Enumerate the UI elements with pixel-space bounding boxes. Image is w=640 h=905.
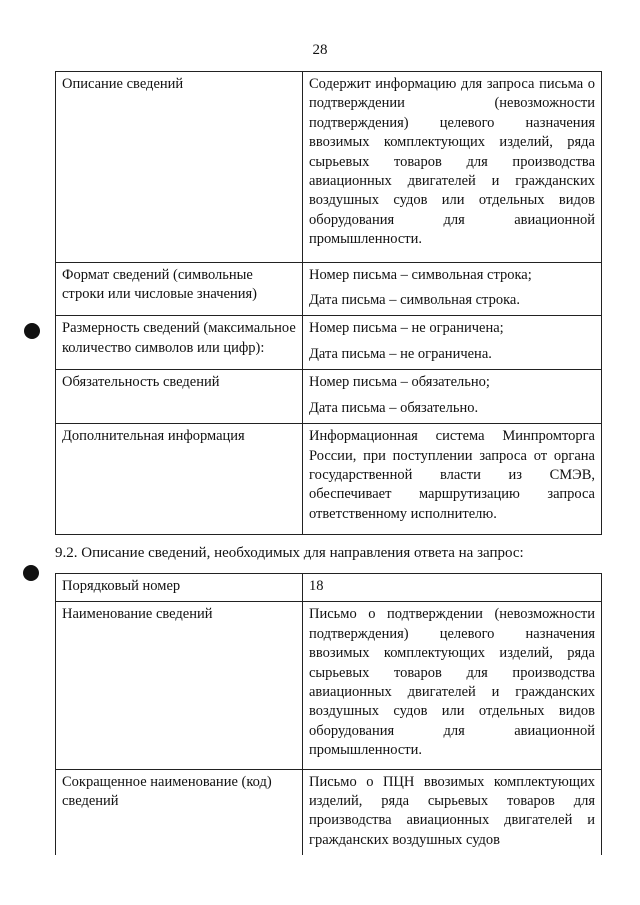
page-number: 28 (312, 42, 328, 58)
punch-hole-mark (24, 323, 40, 339)
row-label: Обязательность сведений (56, 370, 303, 424)
response-description-table (55, 573, 602, 855)
row-label: Дополнительная информация (56, 424, 303, 535)
table-row (56, 574, 602, 602)
row-label: Описание сведений (56, 72, 303, 263)
row-value: Номер письма – обязательно; Дата письма – обязательно. (303, 370, 602, 424)
row-value: Содержит информацию для запроса письма о подтверждении (невозможности подтверждения) целевого назначения ввозимых комплектующих изделий, ряда сырьевых товаров для производства авиационных двигателей и гражданских воздушных судов или отдельных видов оборудования для авиационной промышленности. (303, 72, 602, 263)
punch-hole-mark (23, 565, 39, 581)
row-label: Сокращенное наименование (код) сведений (56, 769, 303, 855)
row-value: Информационная система Минпромторга России, при поступлении запроса от органа государственной власти из СМЭВ, обеспечивает маршрутизацию запроса ответственному исполнителю. (303, 424, 602, 535)
row-label: Формат сведений (символьные строки или числовые значения) (56, 262, 303, 316)
row-value: Номер письма – символьная строка; Дата письма – символьная строка. (303, 262, 602, 316)
table-row (56, 769, 602, 855)
table-row (56, 424, 602, 535)
table-row (56, 316, 602, 370)
table-row (56, 370, 602, 424)
table-row (56, 602, 602, 769)
table-row (56, 262, 602, 316)
section-heading: 9.2. Описание сведений, необходимых для направления ответа на запрос: (55, 545, 524, 561)
row-label: Наименование сведений (56, 602, 303, 769)
row-value: Письмо о ПЦН ввозимых комплектующих изделий, ряда сырьевых товаров для производства авиационных двигателей и гражданских воздушных судов (303, 769, 602, 855)
row-value: Письмо о подтверждении (невозможности подтверждения) целевого назначения ввозимых комплектующих изделий, ряда сырьевых товаров для производства авиационных двигателей и гражданских воздушных судов или отдельных видов оборудования для авиационной промышленности. (303, 602, 602, 769)
row-value: Номер письма – не ограничена; Дата письма – не ограничена. (303, 316, 602, 370)
row-label: Порядковый номер (56, 574, 303, 602)
table-row (56, 72, 602, 263)
info-description-table (55, 71, 602, 535)
row-label: Размерность сведений (максимальное количество символов или цифр): (56, 316, 303, 370)
row-value: 18 (303, 574, 602, 602)
